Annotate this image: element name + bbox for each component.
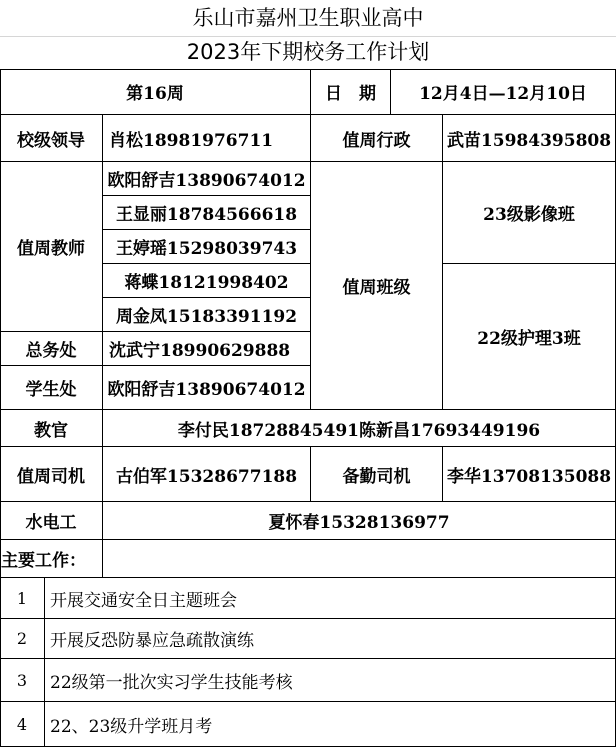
- driver-label: 值周司机: [0, 447, 103, 502]
- date-range: 12月4日—12月10日: [391, 69, 616, 115]
- backup-driver-label: 备勤司机: [311, 447, 443, 502]
- instructor-label: 教官: [0, 410, 103, 447]
- duty-teacher-5: 周金凤15183391192: [103, 298, 311, 332]
- duty-teacher-3: 王婷瑶15298039743: [103, 230, 311, 264]
- driver-value: 古伯军15328677188: [103, 447, 311, 502]
- duty-admin-label: 值周行政: [311, 115, 443, 162]
- student-affairs-value: 欧阳舒吉13890674012: [103, 366, 311, 410]
- work-item-4-num: 4: [0, 702, 45, 747]
- work-item-4-text: 22、23级升学班月考: [45, 702, 616, 747]
- general-affairs-value: 沈武宁18990629888: [103, 332, 311, 366]
- instructor-value: 李付民18728845491陈新昌17693449196: [103, 410, 616, 447]
- backup-driver-value: 李华13708135088: [443, 447, 616, 502]
- work-item-2-num: 2: [0, 619, 45, 659]
- week-label: 第16周: [0, 69, 311, 115]
- duty-class-1: 23级影像班: [443, 162, 616, 264]
- work-item-3-num: 3: [0, 659, 45, 702]
- general-affairs-label: 总务处: [0, 332, 103, 366]
- date-label: 日 期: [311, 69, 391, 115]
- work-item-2-text: 开展反恐防暴应急疏散演练: [45, 619, 616, 659]
- school-title: 乐山市嘉州卫生职业高中: [0, 0, 616, 37]
- student-affairs-label: 学生处: [0, 366, 103, 410]
- plan-title: 2023年下期校务工作计划: [186, 40, 430, 64]
- duty-teacher-2: 王显丽18784566618: [103, 196, 311, 230]
- duty-admin-value: 武苗15984395808: [443, 115, 616, 162]
- electrician-label: 水电工: [0, 502, 103, 540]
- leader-value: 肖松18981976711: [103, 115, 311, 162]
- work-item-1-text: 开展交通安全日主题班会: [45, 578, 616, 619]
- duty-teacher-4: 蒋蝶18121998402: [103, 264, 311, 298]
- work-item-3-text: 22级第一批次实习学生技能考核: [45, 659, 616, 702]
- leader-label: 校级领导: [0, 115, 103, 162]
- duty-class-label: 值周班级: [311, 162, 443, 410]
- electrician-value: 夏怀春15328136977: [103, 502, 616, 540]
- duty-class-2: 22级护理3班: [443, 264, 616, 410]
- work-item-1-num: 1: [0, 578, 45, 619]
- duty-teacher-1: 欧阳舒吉13890674012: [103, 162, 311, 196]
- main-work-blank: [103, 540, 616, 578]
- main-work-label: 主要工作：: [0, 540, 103, 578]
- duty-teachers-label: 值周教师: [0, 162, 103, 332]
